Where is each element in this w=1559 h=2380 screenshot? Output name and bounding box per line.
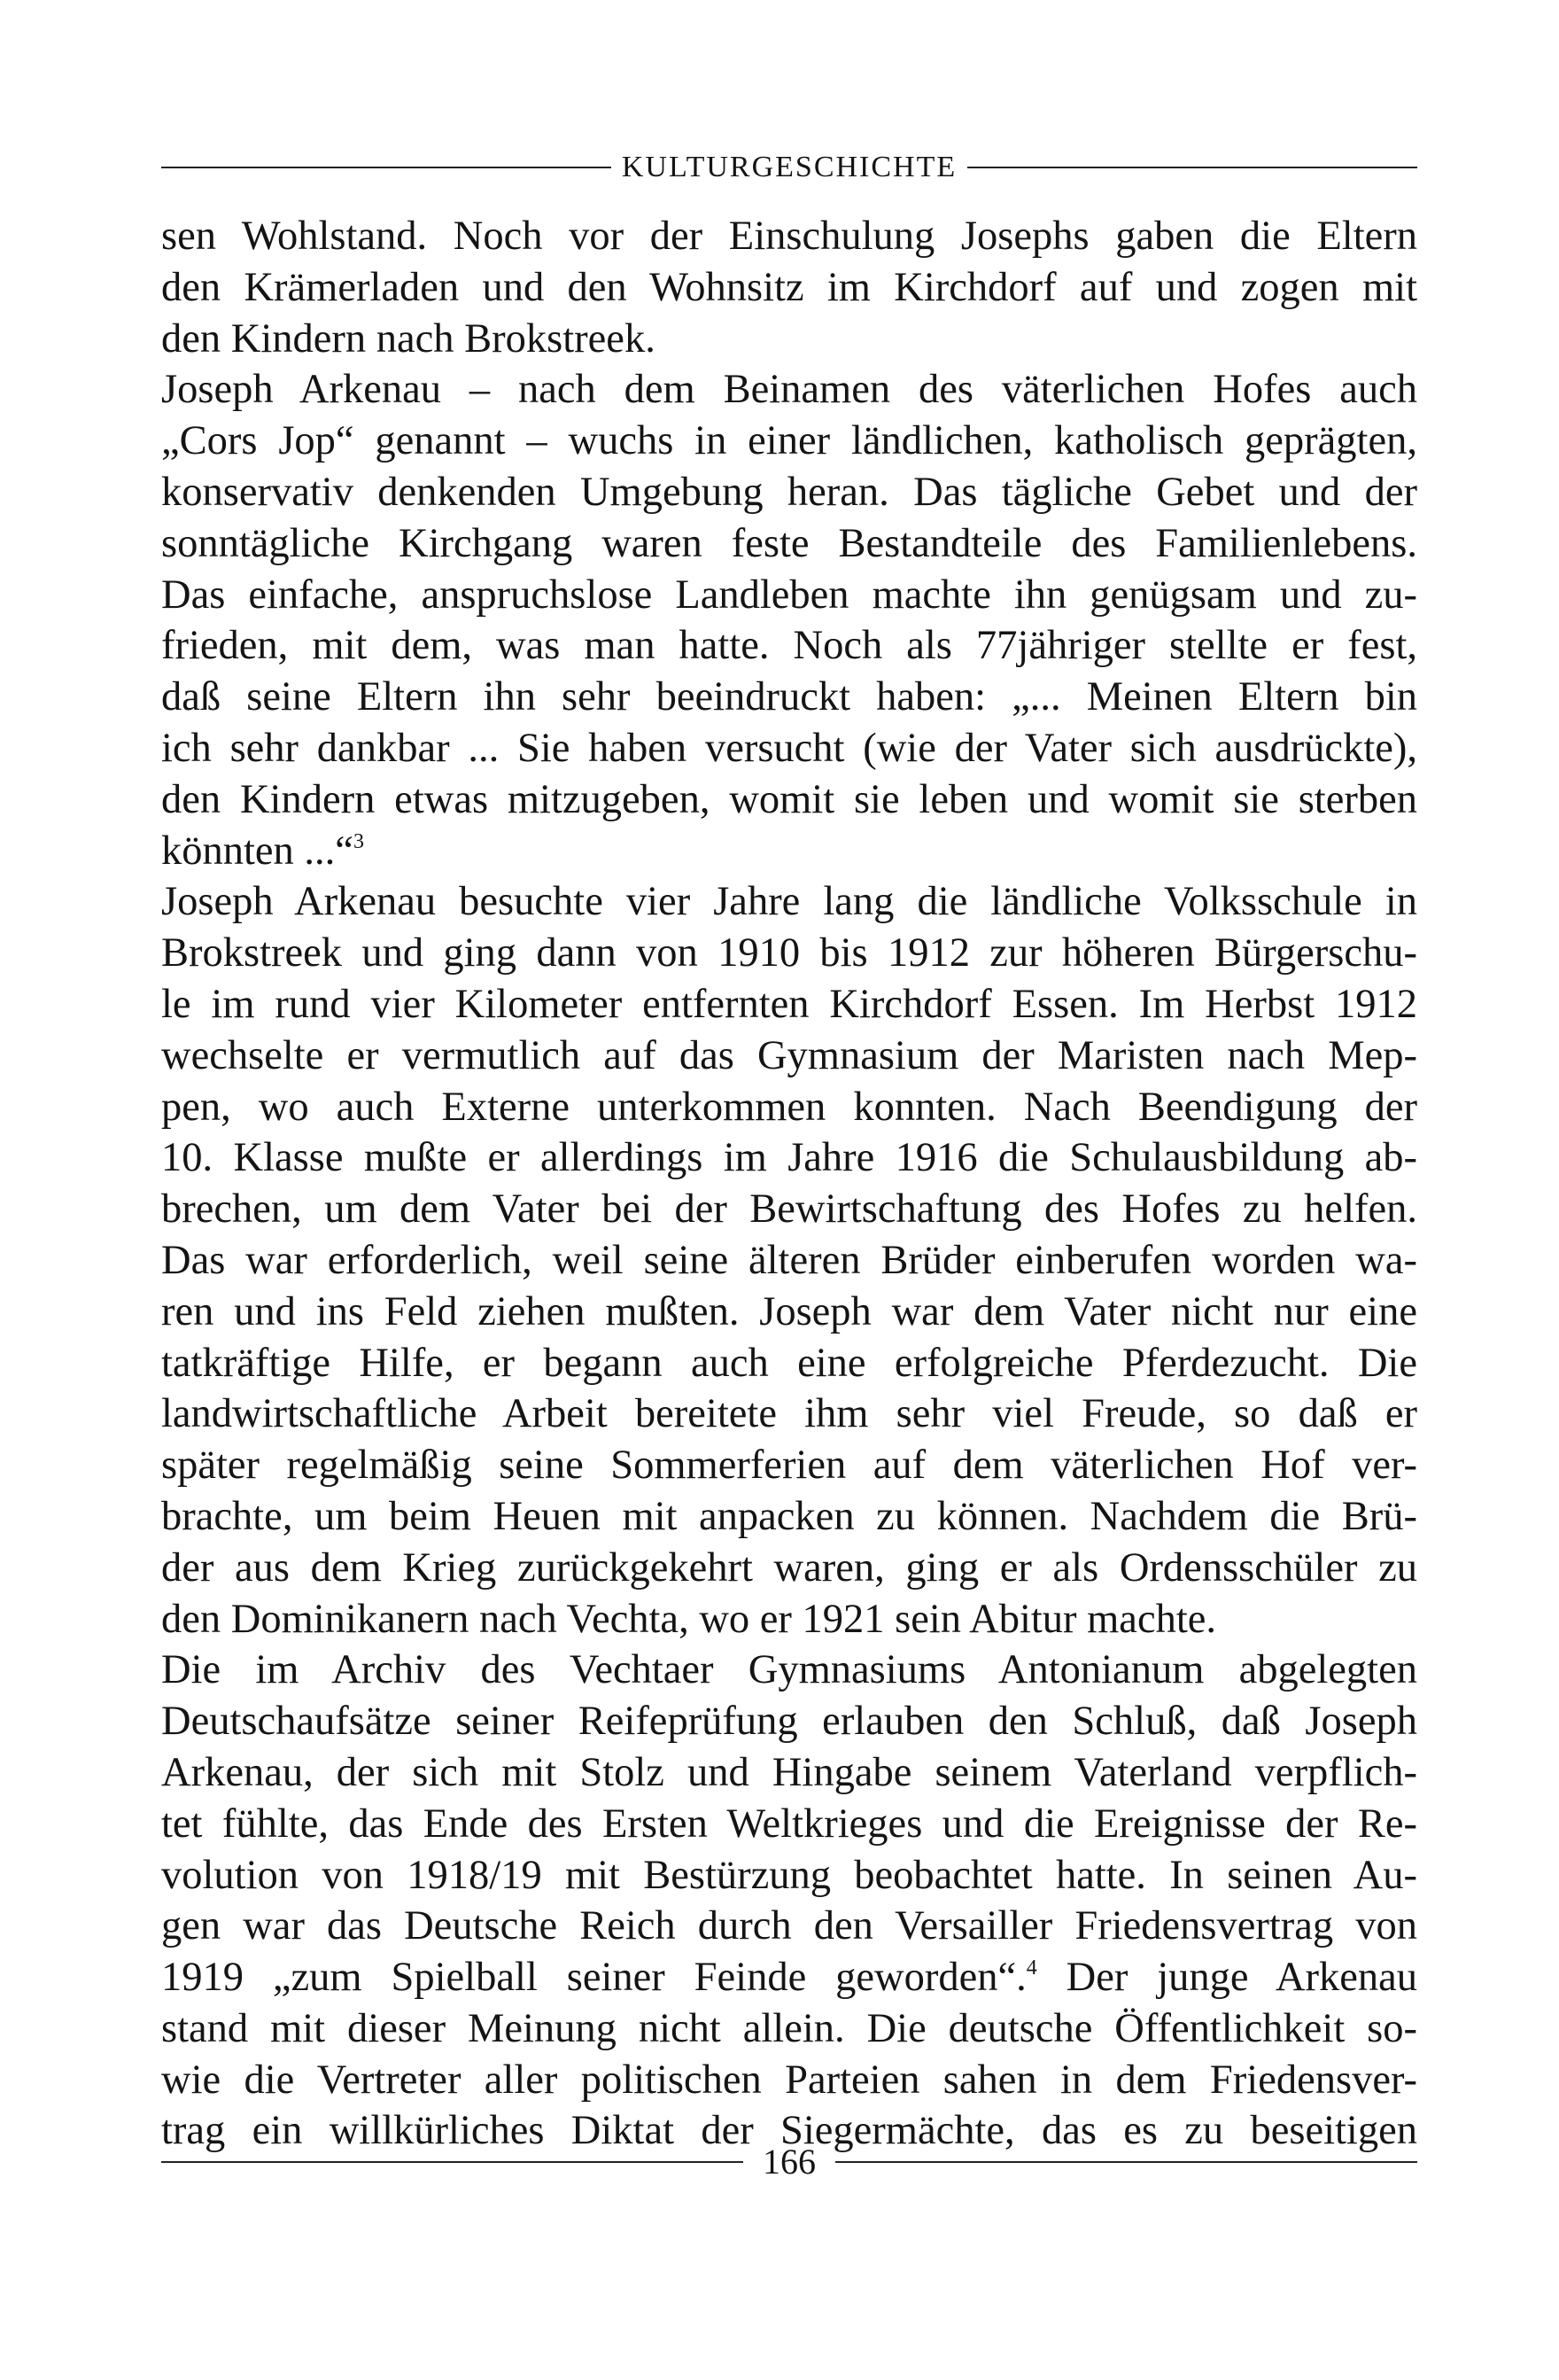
footnote-ref: 4 [1026, 1956, 1037, 1980]
text-line: „Cors Jop“ genannt – wuchs in einer ländlichen, katholisch geprägten, [161, 418, 1417, 464]
text-line: le im rund vier Kilometer entfernten Kirchdorf Essen. Im Herbst 1912 [161, 981, 1417, 1027]
text-line: stand mit dieser Meinung nicht allein. Die deutsche Öffentlichkeit so- [161, 2005, 1417, 2051]
text-line: Joseph Arkenau – nach dem Beinamen des väterlichen Hofes auch [161, 367, 1417, 413]
text-line: Joseph Arkenau besuchte vier Jahre lang die ländliche Volksschule in [161, 879, 1417, 925]
text-line: gen war das Deutsche Reich durch den Versailler Friedensvertrag von [161, 1903, 1417, 1949]
text-line: brechen, um dem Vater bei der Bewirtschaftung des Hofes zu helfen. [161, 1186, 1417, 1233]
text-line: wie die Vertreter aller politischen Parteien sahen in dem Friedensver- [161, 2057, 1417, 2103]
page-number: 166 [763, 2142, 816, 2182]
text-line: Brokstreek und ging dann von 1910 bis 1912 zur höheren Bürgerschu- [161, 930, 1417, 976]
text-line: Das war erforderlich, weil seine älteren Brüder einberufen worden wa- [161, 1237, 1417, 1283]
text-line: Das einfache, anspruchslose Landleben machte ihn genügsam und zu- [161, 572, 1417, 618]
text-line: pen, wo auch Externe unterkommen konnten. Nach Beendigung der [161, 1084, 1417, 1130]
paragraph-3 [161, 876, 1417, 1645]
text-line: tet fühlte, das Ende des Ersten Weltkrieges und die Ereignisse der Re- [161, 1801, 1417, 1847]
text-line: sonntägliche Kirchgang waren feste Bestandteile des Familienlebens. [161, 520, 1417, 566]
text-line: der aus dem Krieg zurückgekehrt waren, ging er als Ordensschüler zu [161, 1544, 1417, 1591]
text-line: könnten ...“ [161, 828, 353, 874]
running-head-title: KULTURGESCHICHTE [621, 151, 958, 183]
footer-rule-right [835, 2161, 1417, 2163]
running-head-rule-left [161, 167, 611, 168]
text-line-continuation: Der junge Arkenau [1036, 1955, 1417, 2001]
text-line: brachte, um beim Heuen mit anpacken zu können. Nachdem die Brü- [161, 1493, 1417, 1539]
text-line: später regelmäßig seine Sommerferien auf dem väterlichen Hof ver- [161, 1443, 1417, 1489]
paragraph-1 [161, 211, 1417, 364]
text-line: volution von 1918/19 mit Bestürzung beobachtet hatte. In seinen Au- [161, 1852, 1417, 1898]
text-line: daß seine Eltern ihn sehr beeindruckt haben: „... Meinen Eltern bin [161, 674, 1417, 720]
running-head [161, 152, 1417, 183]
text-line: den Dominikanern nach Vechta, wo er 1921 sein Abitur machte. [161, 1596, 1217, 1642]
text-line: sen Wohlstand. Noch vor der Einschulung Josephs gaben die Eltern [161, 214, 1417, 259]
text-line: 1919 „zum Spielball seiner Feinde geworden“. [161, 1955, 1027, 2001]
text-line: Die im Archiv des Vechtaer Gymnasiums Antonianum abgelegten [161, 1647, 1417, 1693]
paragraph-4 [161, 1645, 1417, 2157]
text-line: ren und ins Feld ziehen mußten. Joseph war dem Vater nicht nur eine [161, 1288, 1417, 1334]
running-head-rule-right [967, 167, 1417, 168]
text-line: 10. Klasse mußte er allerdings im Jahre 1916 die Schulausbildung ab- [161, 1135, 1417, 1181]
text-line: Arkenau, der sich mit Stolz und Hingabe seinem Vaterland verpflich- [161, 1749, 1417, 1795]
text-line: trag ein willkürliches Diktat der Siegermächte, das es zu beseitigen [161, 2108, 1417, 2154]
text-line-with-footnote [161, 826, 1417, 877]
text-line: den Kindern nach Brokstreek. [161, 315, 655, 362]
text-line: wechselte er vermutlich auf das Gymnasium der Maristen nach Mep- [161, 1032, 1417, 1078]
text-line: ich sehr dankbar ... Sie haben versucht (wie der Vater sich ausdrückte), [161, 725, 1417, 771]
body-text [161, 211, 1417, 2157]
text-line: landwirtschaftliche Arbeit bereitete ihm sehr viel Freude, so daß er [161, 1391, 1417, 1437]
page-footer [161, 2144, 1417, 2180]
footnote-ref: 3 [353, 829, 364, 853]
footer-rule-left [161, 2161, 743, 2163]
text-line: Deutschaufsätze seiner Reifeprüfung erlauben den Schluß, daß Joseph [161, 1699, 1417, 1745]
text-line: konservativ denkenden Umgebung heran. Das tägliche Gebet und der [161, 469, 1417, 515]
text-line: frieden, mit dem, was man hatte. Noch als 77jähriger stellte er fest, [161, 623, 1417, 669]
text-line-with-footnote [161, 1952, 1417, 2003]
text-line: tatkräftige Hilfe, er begann auch eine erfolgreiche Pferdezucht. Die [161, 1340, 1417, 1386]
text-line: den Krämerladen und den Wohnsitz im Kirchdorf auf und zogen mit [161, 264, 1417, 310]
paragraph-2 [161, 364, 1417, 876]
text-line: den Kindern etwas mitzugeben, womit sie leben und womit sie sterben [161, 776, 1417, 822]
